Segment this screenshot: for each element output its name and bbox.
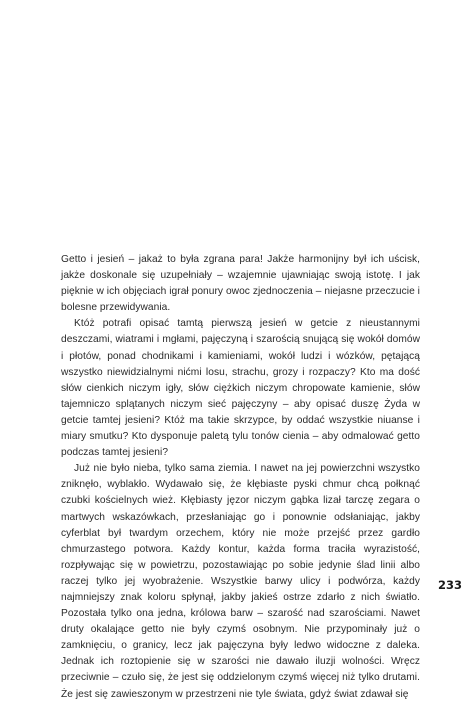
paragraph-3: Już nie było nieba, tylko sama ziemia. I nawet na jej powierzchni wszystko zniknęło, wyblakło. Wydawało się, że kłębiaste pyski chmur chcą połknąć czubki kościelnych wież. Kłębiasty jęzor niczym gąbka lizał tarczę zegara o martwych wskazówkach, przesłaniając go i ponownie odsłaniając, jakby cyferblat był twardym orzechem, który nie może przejść przez gardło chmurzastego potwora. Każdy kontur, każda forma traciła wyrazistość, rozpływając się w powietrzu, pozostawiając po sobie jedynie ślad linii albo raczej tylko jej wyobrażenie. Wszystkie barwy ulicy i podwórza, każdy najmniejszy znak koloru spłynął, jakby jakieś ostrze zdarło z nich światło. Pozostała tylko ona jedna, królowa barw – szarość nad szarościami. Nawet druty okalające getto nie były czymś osobnym. Nie przypominały już o zamknięciu, o granicy, lecz jak pajęczyna były ledwo widoczne z daleka. Jednak ich roztopienie się w szarości nie dawało iluzji wolności. Wręcz przeciwnie – czuło się, że jest się oddzielonym czymś więcej niż tylko drutami. Że jest się zawieszonym w przestrzeni nie tyle świata, gdyż świat zdawał się bbox=[61, 463, 420, 700]
paragraph-1: Getto i jesień – jakaż to była zgrana para! Jakże harmonijny był ich uścisk, jakże doskonale się uzupełniały – wzajemnie ujawniając swoją istotę. I jak pięknie w ich objęciach igrał ponury owoc zjednoczenia – niejasne przeczucie i bolesne przewidywania. bbox=[61, 254, 420, 314]
body-text bbox=[61, 252, 420, 703]
paragraph-2: Któż potrafi opisać tamtą pierwszą jesień w getcie z nieustannymi deszczami, wiatrami i mgłami, pajęczyną i szarością snującą się wokół domów i płotów, ponad chodnikami i kamieniami, wokół ludzi i wózków, pętającą wszystko niewidzialnymi nićmi losu, strachu, grozy i rozpaczy? Kto ma dość słów cienkich niczym igły, słów ciężkich niczym chropowate kamienie, słów tajemniczo splątanych niczym sieć pajęczyny – aby opisać duszę Żyda w getcie tamtej jesieni? Któż ma takie skrzypce, by oddać wszystkie niuanse i miary smutku? Kto dysponuje paletą tylu tonów cienia – aby odmalować getto podczas tamtej jesieni? bbox=[61, 318, 420, 459]
page-number: 233 bbox=[438, 578, 463, 592]
